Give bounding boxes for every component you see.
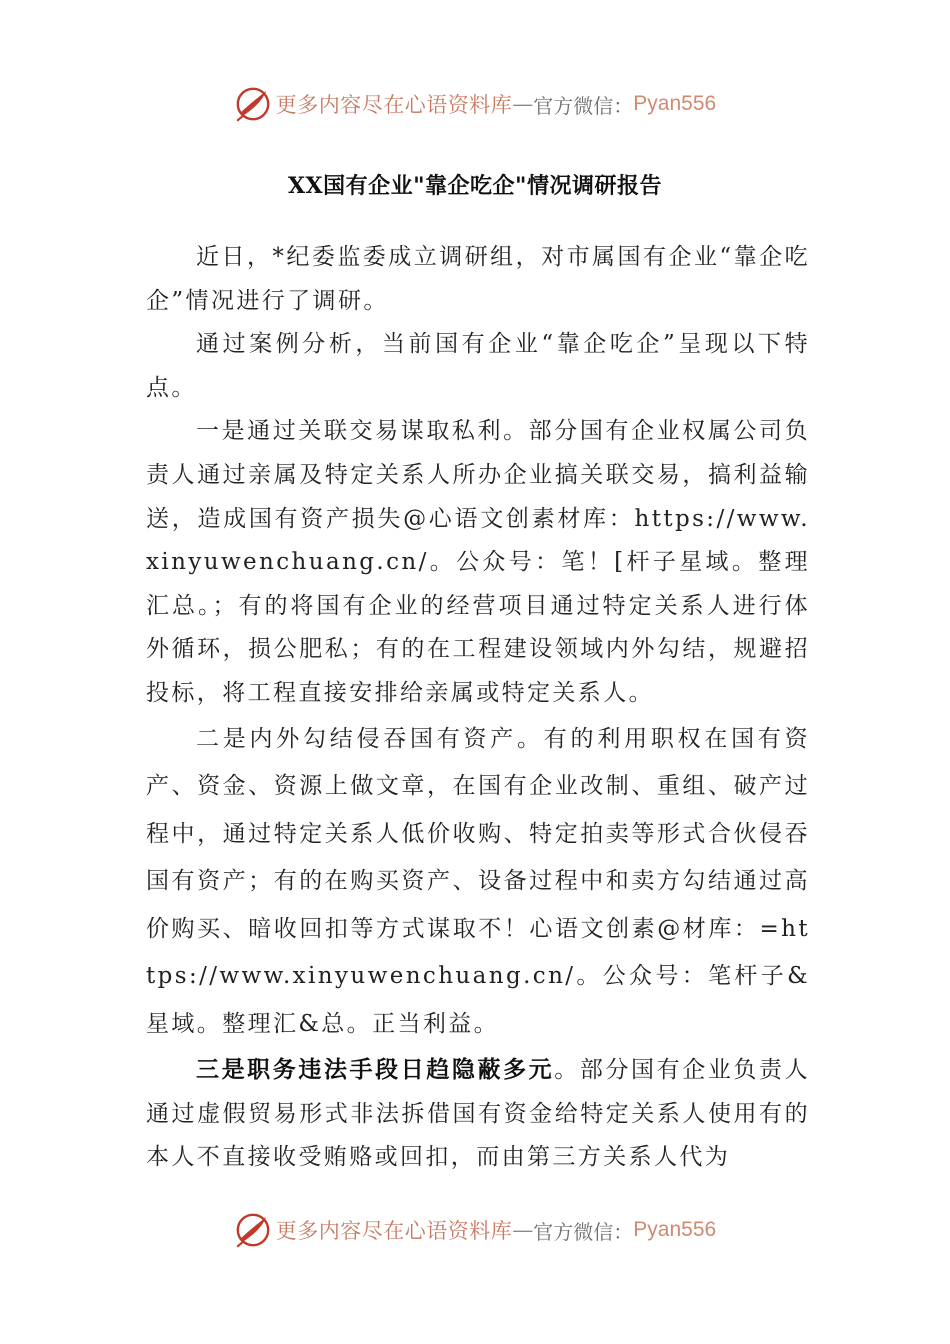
wechat-label: 官方微信： [533,93,634,118]
document-body [146,236,810,1180]
paragraph-point-one: 一是通过关联交易谋取私利。部分国有企业权属公司负责人通过亲属及特定关系人所办企业搞关联交易，搞利益输送，造成国有资产损失@心语文创素材库：https://www.xinyuwenchuang.cn/。公众号：笔！[杆子星域。整理汇总。；有的将国有企业的经营项目通过特定关系人进行体外循环，损公肥私；有的在工程建设领域内外勾结，规避招投标，将工程直接安排给亲属或特定关系人。 [146,418,810,706]
point-three-text: 。部分国有企业负责人通过虚假贸易形式非法拆借国有资金给特定关系人使用有的本人不直接收受贿赂或回扣，而由第三方关系人代为 [146,1057,810,1171]
wechat-label: 官方微信： [533,1219,634,1244]
wechat-id: Pyan556 [633,92,717,115]
quill-pen-logo-icon [234,1211,272,1249]
document-title: XX国有企业"靠企吃企"情况调研报告 [287,173,663,199]
paragraph-point-three [146,1048,810,1180]
watermark-separator: — [512,92,534,116]
header-watermark [0,82,950,126]
watermark-text: 更多内容尽在心语资料库 [275,93,513,117]
quill-pen-logo-icon [234,85,272,123]
watermark-separator: — [512,1218,534,1242]
paragraph-features: 通过案例分析，当前国有企业“靠企吃企”呈现以下特点。 [146,331,810,401]
paragraph-point-two: 二是内外勾结侵吞国有资产。有的利用职权在国有资产、资金、资源上做文章，在国有企业改制、重组、破产过程中，通过特定关系人低价收购、特定拍卖等形式合伙侵吞国有资产；有的在购买资产、设备过程中和卖方勾结通过高价购买、暗收回扣等方式谋取不！心语文创素@材库：=https://www.xinyuwenchuang.cn/。公众号：笔杆子&星域。整理汇&总。正当利益。 [146,725,810,1037]
wechat-id: Pyan556 [633,1218,717,1241]
watermark-text: 更多内容尽在心语资料库 [275,1219,513,1243]
footer-watermark [0,1208,950,1252]
paragraph-intro: 近日，*纪委监委成立调研组，对市属国有企业“靠企吃企”情况进行了调研。 [146,244,810,314]
point-three-heading: 三是职务违法手段日趋隐蔽多元 [196,1056,555,1084]
